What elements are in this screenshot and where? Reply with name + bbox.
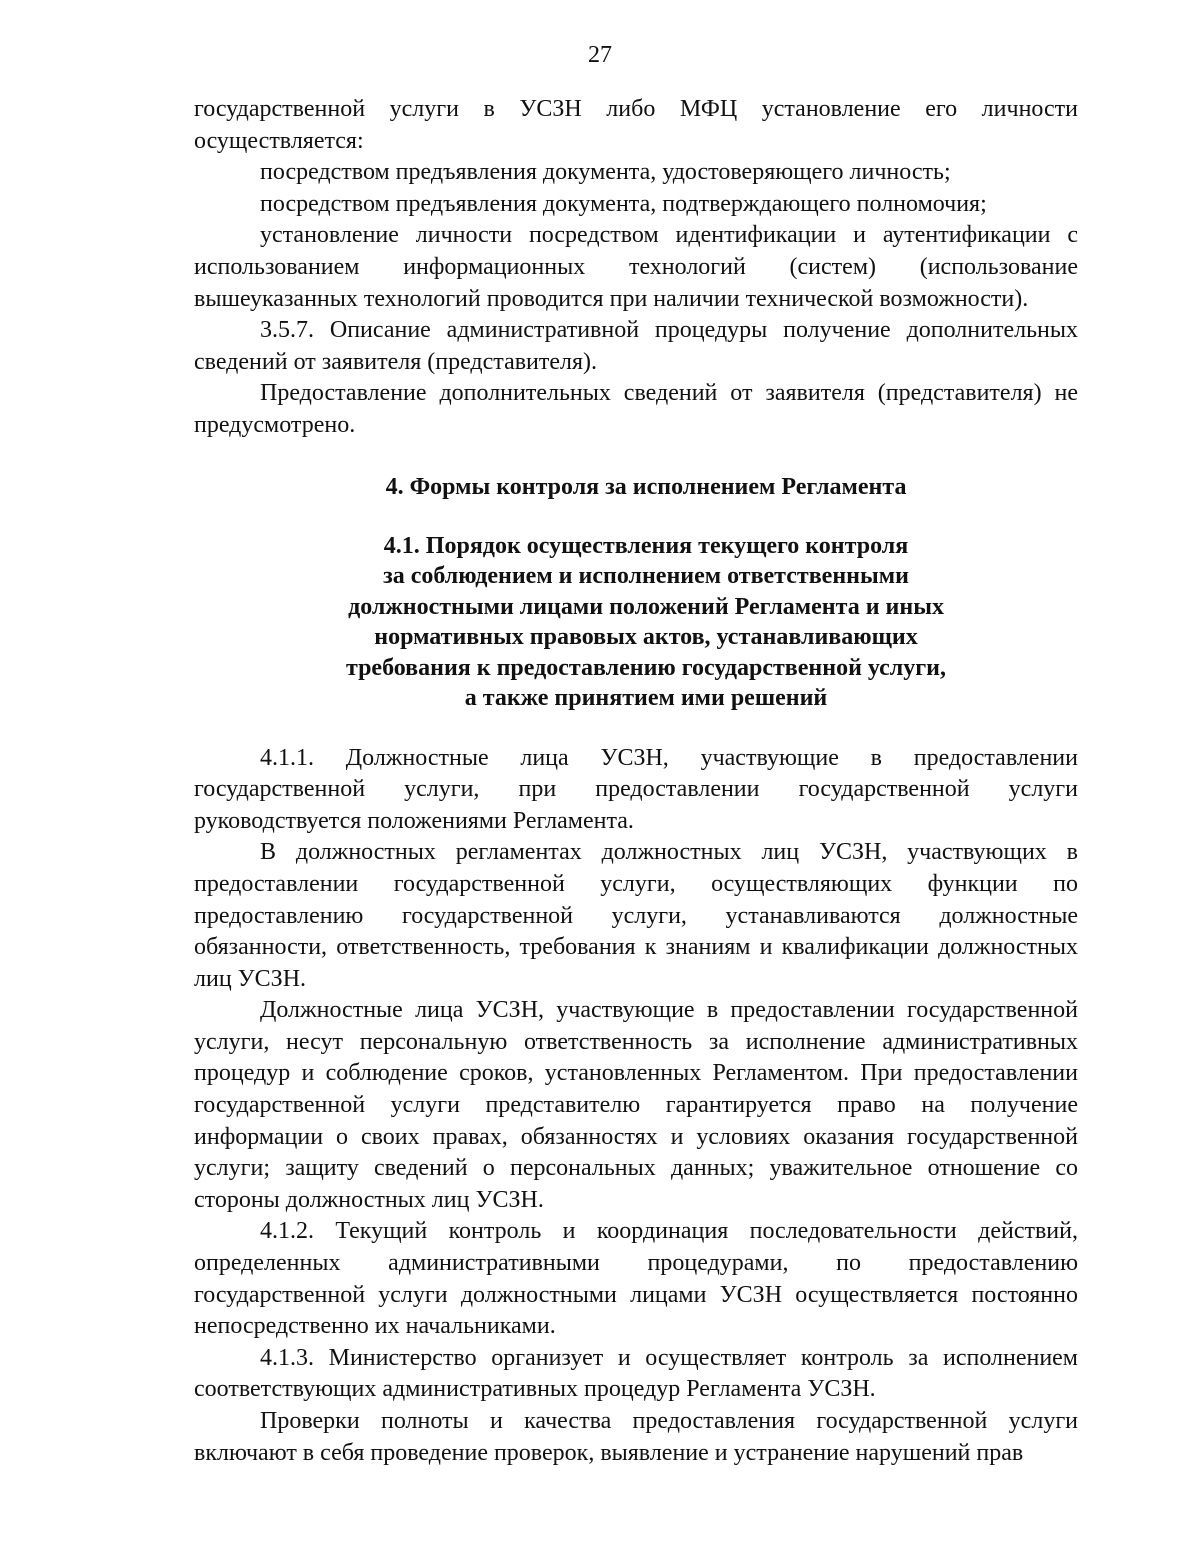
subsection-title-line: должностными лицами положений Регламента и иных (348, 593, 944, 620)
paragraph-4-1-2: 4.1.2. Текущий контроль и координация последовательности действий, определенных административными процедурами, по предоставлению государственной услуги должностными лицами УСЗН осуществляется постоянно непосредственно их начальниками. (194, 1218, 1078, 1340)
paragraph-inspections: Проверки полноты и качества предоставления государственной услуги включают в себя проведение проверок, выявление и устранение нарушений прав (194, 1408, 1078, 1466)
document-body (194, 94, 1078, 1469)
subsection-title-line: а также принятием ими решений (464, 685, 828, 712)
subsection-4-1-title (194, 531, 1078, 714)
paragraph-job-regulations: В должностных регламентах должностных лиц УСЗН, участвующих в предоставлении государственной услуги, осуществляющих функции по предоставлению государственной услуги, устанавливаются должностные обязанности, ответственность, требования к знаниям и квалификации должностных лиц УСЗН. (194, 839, 1078, 992)
page-number: 27 (588, 42, 612, 68)
paragraph-4-1-3: 4.1.3. Министерство организует и осуществляет контроль за исполнением соответствующих административных процедур Регламента УСЗН. (194, 1344, 1078, 1403)
subsection-title-line: 4.1. Порядок осуществления текущего контроля (383, 532, 909, 559)
subsection-title-line: нормативных правовых актов, устанавливающих (374, 624, 918, 651)
paragraph-authority-document: посредством предъявления документа, подтверждающего полномочия; (260, 190, 987, 217)
paragraph-4-1-1: 4.1.1. Должностные лица УСЗН, участвующие в предоставлении государственной услуги, при предоставлении государственной услуги руководствуется положениями Регламента. (194, 744, 1078, 834)
paragraph-personal-responsibility: Должностные лица УСЗН, участвующие в предоставлении государственной услуги, несут персональную ответственность за исполнение административных процедур и соблюдение сроков, установленных Регламентом. При предоставлении государственной услуги представителю гарантируется право на получение информации о своих правах, обязанностях и условиях оказания государственной услуги; защиту сведений о персональных данных; уважительное отношение со стороны должностных лиц УСЗН. (194, 997, 1078, 1213)
paragraph-3-5-7: 3.5.7. Описание административной процедуры получение дополнительных сведений от заявителя (представителя). (194, 317, 1078, 375)
paragraph-additional-info: Предоставление дополнительных сведений от заявителя (представителя) не предусмотрено. (194, 380, 1078, 438)
paragraph-identification-technology: установление личности посредством идентификации и аутентификации с использованием информационных технологий (систем) (использование вышеуказанных технологий проводится при наличии технической возможности). (194, 222, 1078, 312)
paragraph-continuation: государственной услуги в УСЗН либо МФЦ установление его личности осуществляется: (194, 96, 1078, 154)
subsection-title-line: за соблюдением и исполнением ответственными (383, 563, 909, 590)
subsection-title-line: требования к предоставлению государственной услуги, (346, 654, 946, 681)
paragraph-identity-document: посредством предъявления документа, удостоверяющего личность; (260, 159, 951, 186)
section-4-title: 4. Формы контроля за исполнением Регламента (385, 473, 907, 500)
